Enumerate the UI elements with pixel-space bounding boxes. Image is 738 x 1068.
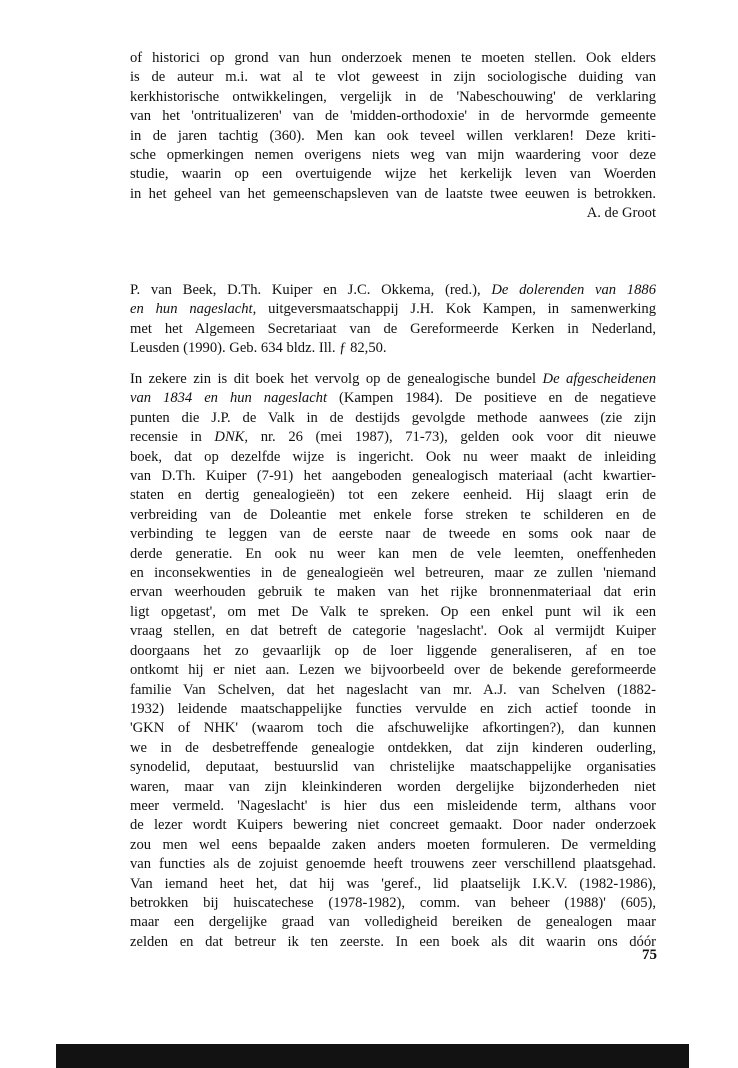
text-line: verbreiding van de Doleantie met enkele forse streken te schilderen en de — [130, 506, 656, 523]
text-line: waren, maar van zijn kleinkinderen worden dergelijke bijzonderheden niet — [130, 778, 656, 795]
reference-line — [130, 281, 656, 300]
reference-authors: P. van Beek, D.Th. Kuiper en J.C. Okkema, (red.), — [130, 282, 492, 298]
book-reference — [130, 281, 656, 359]
text-line: in het geheel van het gemeenschapsleven van de laatste twee eeuwen is betrokken. — [130, 185, 656, 202]
text-line: ervan weerhouden gebruik te maken van het rijke bronnenmateriaal dat erin — [130, 584, 656, 601]
reviewer-signature: A. de Groot — [586, 205, 656, 222]
review-body — [130, 370, 656, 952]
text-line: we in de desbetreffende genealogie ontdekken, dat zijn kinderen ouderling, — [130, 739, 656, 756]
text-line: doorgaans het zo gevaarlijk op de loer liggende generaliseren, af en toe — [130, 642, 656, 659]
text-line: in de jaren tachtig (360). Men kan ook teveel willen verklaren! Deze kriti- — [130, 127, 656, 144]
text-line: boek, dat op dezelfde wijze is ingericht. Ook nu weer maakt de inleiding — [130, 448, 656, 465]
text-line: de lezer wordt Kuipers bewering niet concreet gemaakt. Door nader onderzoek — [130, 817, 656, 834]
book-title: De dolerenden van 1886 — [491, 282, 656, 298]
text-line: maar een dergelijke graad van volledigheid bereiken de genealogen maar — [130, 914, 656, 931]
text-line: zou men wel eens bepaalde zaken anders moeten formuleren. De vermelding — [130, 836, 656, 853]
text-line: punten die J.P. de Valk in de destijds gevolgde methode aanwees (zie zijn — [130, 409, 656, 426]
text-line: en inconsekwenties in de genealogieën wel betreuren, maar ze zullen 'niemand — [130, 565, 656, 582]
text-line — [130, 370, 656, 389]
text-line: van D.Th. Kuiper (7-91) het aangeboden genealogisch materiaal (acht kwartier- — [130, 468, 656, 485]
text-segment: (Kampen 1984). De positieve en de negatieve — [327, 390, 657, 407]
text-line: derde generatie. En ook nu weer kan men de vele leemten, oneffenheden — [130, 545, 656, 562]
text-line: familie Van Schelven, dat het nageslacht van mr. A.J. van Schelven (1882- — [130, 681, 656, 698]
page-number: 75 — [642, 947, 657, 963]
text-line: verbinding te leggen van de eerste naar de tweede en soms ook naar de — [130, 526, 656, 543]
cited-title: De afgescheidenen — [542, 371, 657, 387]
text-line: van functies als de zojuist genoemde heeft trouwens zeer verschillend plaatsgehad. — [130, 856, 656, 873]
text-line: ontkomt hij er niet aan. Lezen we bijvoorbeeld over de bekende gereformeerde — [130, 662, 656, 679]
reference-line — [130, 300, 656, 319]
text-line: kerkhistorische ontwikkelingen, vergelijk in de 'Nabeschouwing' de verklaring — [130, 88, 656, 105]
review-conclusion-paragraph — [130, 49, 656, 224]
text-segment: In zekere zin is dit boek het vervolg op de genealogische bundel — [130, 371, 543, 387]
text-line: betrokken bij huiscatechese (1978-1982), comm. van beheer (1988)' (605), — [130, 894, 656, 911]
text-line: Van iemand heet het, dat hij was 'geref., lid plaatselijk I.K.V. (1982-1986), — [130, 875, 656, 892]
text-line: ligt opgetast', om met De Valk te spreken. Op een enkel punt wil ik een — [130, 603, 656, 620]
text-line: 1932) leidende maatschappelijke functies vervulde en zich actief toonde in — [130, 700, 656, 717]
text-line: synodelid, deputaat, bestuurslid van christelijke maatschappelijke organisaties — [130, 759, 656, 776]
book-title-cont: en hun nageslacht — [130, 301, 253, 318]
text-segment: , nr. 26 (mei 1987), 71-73), gelden ook voor dit nieuwe — [244, 429, 656, 446]
cited-title-cont: van 1834 en hun nageslacht — [130, 390, 328, 407]
text-line: vraag stellen, en dat betreft de categorie 'nageslacht'. Ook al vermijdt Kuiper — [130, 623, 656, 640]
text-line: meer vermeld. 'Nageslacht' is hier dus een misleidende term, althans voor — [130, 797, 656, 814]
text-line: is de auteur m.i. wat al te vlot geweest in zijn sociologische duiding van — [130, 69, 656, 86]
reference-line: Leusden (1990). Geb. 634 bldz. Ill. ƒ 82,50. — [130, 340, 387, 357]
body-lines — [130, 448, 656, 953]
text-line: staten en dertig genealogieën) tot een zekere eenheid. Hij slaagt erin de — [130, 487, 656, 504]
text-line: of historici op grond van hun onderzoek menen te moeten stellen. Ook elders — [130, 50, 656, 66]
text-line — [130, 389, 656, 408]
text-segment: recensie in — [130, 429, 215, 446]
text-line: zelden en dat betreur ik ten zeerste. In een boek als dit waarin ons dóór — [130, 933, 656, 950]
text-line: van het 'ontritualizeren' van de 'midden-orthodoxie' in de hervormde gemeente — [130, 108, 656, 125]
scan-edge-bar — [56, 1044, 689, 1068]
journal-name: DNK — [214, 429, 245, 446]
text-line — [130, 428, 656, 447]
text-line: studie, waarin op een overtuigende wijze het kerkelijk leven van Woerden — [130, 166, 656, 183]
text-line: sche opmerkingen nemen overigens niets weg van mijn waardering voor deze — [130, 147, 656, 164]
reference-line: met het Algemeen Secretariaat van de Gereformeerde Kerken in Nederland, — [130, 320, 656, 337]
reference-publisher: , uitgeversmaatschappij J.H. Kok Kampen, in samenwerking — [252, 301, 656, 318]
text-line: 'GKN of NHK' (waarom toch die afschuwelijke afkortingen?), dan kunnen — [130, 720, 656, 737]
